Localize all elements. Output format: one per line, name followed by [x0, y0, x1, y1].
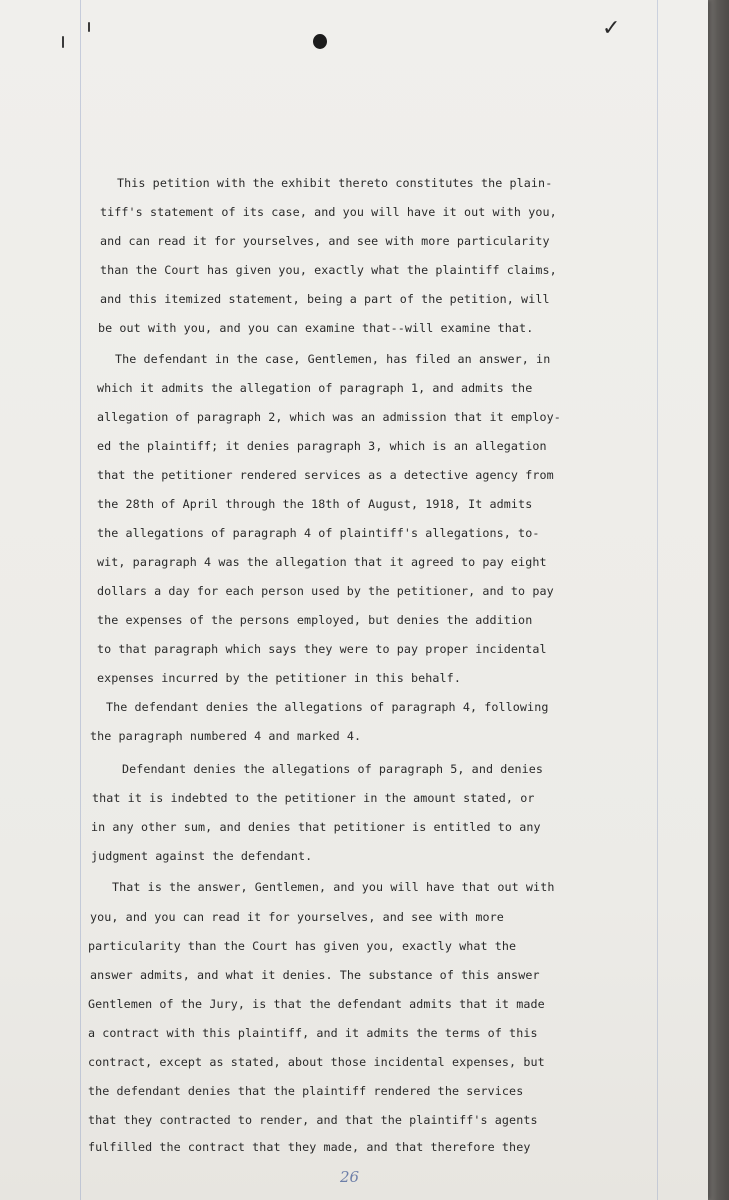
text-line: the expenses of the persons employed, but denies the addition — [97, 613, 533, 627]
text-line: that the petitioner rendered services as a detective agency from — [97, 468, 554, 482]
text-line: that it is indebted to the petitioner in the amount stated, or — [92, 791, 535, 805]
handwritten-page-number: 26 — [340, 1168, 360, 1186]
text-line: particularity than the Court has given you, exactly what the — [88, 939, 517, 953]
text-line: The defendant in the case, Gentlemen, has filed an answer, in — [115, 352, 551, 366]
text-line: wit, paragraph 4 was the allegation that it agreed to pay eight — [97, 555, 547, 569]
text-line: that they contracted to render, and that the plaintiff's agents — [88, 1113, 538, 1127]
text-line: judgment against the defendant. — [91, 849, 313, 863]
text-line: dollars a day for each person used by the petitioner, and to pay — [97, 584, 554, 598]
text-line: to that paragraph which says they were to pay proper incidental — [97, 642, 547, 656]
left-margin-rule — [80, 0, 81, 1200]
text-line: you, and you can read it for yourselves, and see with more — [90, 910, 504, 924]
text-line: This petition with the exhibit thereto constitutes the plain- — [117, 176, 553, 190]
text-line: tiff's statement of its case, and you will have it out with you, — [100, 205, 557, 219]
text-line: the defendant denies that the plaintiff rendered the services — [88, 1084, 524, 1098]
text-line: The defendant denies the allegations of paragraph 4, following — [106, 700, 549, 714]
text-line: That is the answer, Gentlemen, and you will have that out with — [112, 880, 555, 894]
right-margin-rule — [657, 0, 658, 1200]
text-line: in any other sum, and denies that petitioner is entitled to any — [91, 820, 541, 834]
text-line: which it admits the allegation of paragraph 1, and admits the — [97, 381, 533, 395]
pencil-tick-mark — [88, 22, 90, 32]
text-line: the allegations of paragraph 4 of plaintiff's allegations, to- — [97, 526, 540, 540]
text-line: the paragraph numbered 4 and marked 4. — [90, 729, 362, 743]
pencil-tick-mark — [62, 36, 64, 48]
text-line: allegation of paragraph 2, which was an admission that it employ- — [97, 410, 561, 424]
punch-hole — [313, 34, 327, 49]
text-line: Gentlemen of the Jury, is that the defendant admits that it made — [88, 997, 545, 1011]
text-line: fulfilled the contract that they made, and that therefore they — [88, 1140, 531, 1154]
text-line: and this itemized statement, being a part of the petition, will — [100, 292, 550, 306]
text-line: Defendant denies the allegations of paragraph 5, and denies — [122, 762, 544, 776]
text-line: contract, except as stated, about those incidental expenses, but — [88, 1055, 545, 1069]
text-line: expenses incurred by the petitioner in this behalf. — [97, 671, 461, 685]
text-line: and can read it for yourselves, and see with more particularity — [100, 234, 550, 248]
text-line: than the Court has given you, exactly what the plaintiff claims, — [100, 263, 557, 277]
check-mark-icon: ✓ — [602, 16, 621, 41]
text-line: a contract with this plaintiff, and it admits the terms of this — [88, 1026, 538, 1040]
text-line: answer admits, and what it denies. The substance of this answer — [90, 968, 540, 982]
text-line: ed the plaintiff; it denies paragraph 3, which is an allegation — [97, 439, 547, 453]
text-line: be out with you, and you can examine that--will examine that. — [98, 321, 534, 335]
text-line: the 28th of April through the 18th of August, 1918, It admits — [97, 497, 533, 511]
